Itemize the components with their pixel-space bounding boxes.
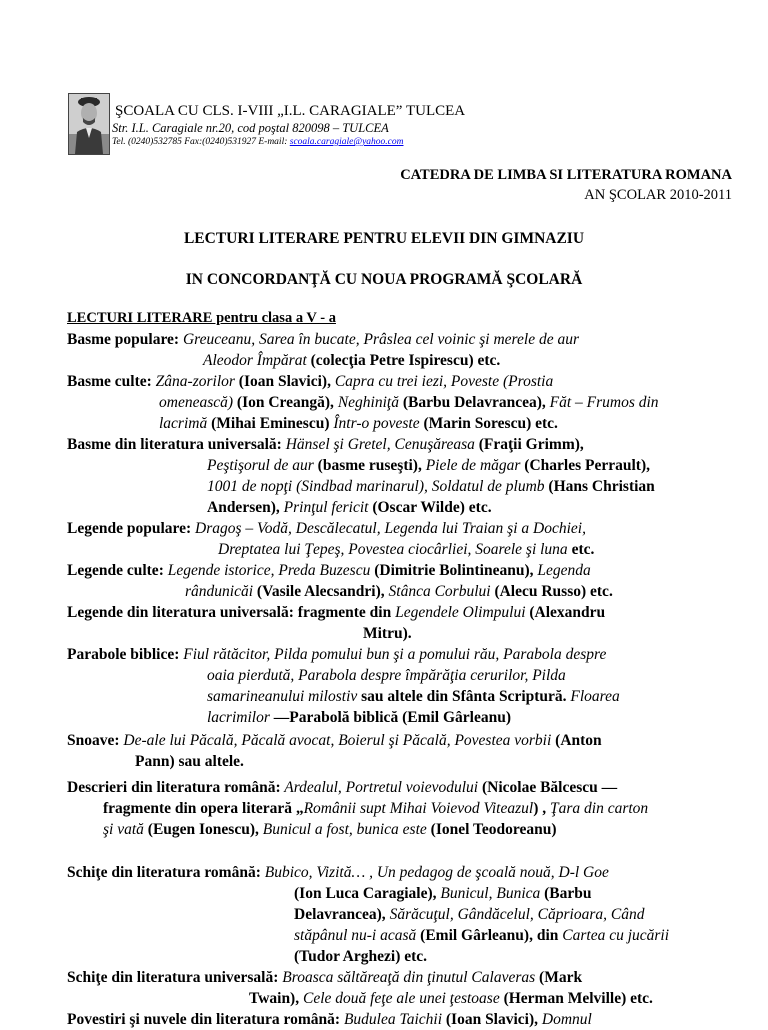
entry-label: Legende culte: (67, 562, 164, 579)
entry-label: Povestiri şi nuvele din literatura română: (67, 1011, 341, 1028)
entry-text: (Oscar Wilde) etc. (368, 499, 492, 516)
entry-text: De-ale lui Păcală, Păcală avocat, Boierul şi Păcală, Povestea vorbii (119, 732, 552, 749)
entry-text: Andersen), (207, 499, 284, 516)
entry-text: (Ion Creangă), (233, 394, 338, 411)
entry-text: Twain), (249, 990, 303, 1007)
entry-text: Dreptatea lui Ţepeş, Povestea ciocârliei, Soarele şi luna (218, 541, 568, 558)
section-heading: LECTURI LITERARE pentru clasa a V - a (67, 310, 336, 326)
entry-text: lacrimă (159, 415, 208, 432)
entry-text: Floarea (570, 688, 620, 705)
school-name: ŞCOALA CU CLS. I-VIII „I.L. CARAGIALE” TULCEA (115, 103, 466, 119)
entry-basme-populare (67, 329, 735, 371)
entry-text: (Eugen Ionescu), (143, 821, 263, 838)
entry-text: Legende istorice, Preda Buzescu (163, 562, 371, 579)
entry-text: lacrimilor (207, 709, 270, 726)
entry-label: Schiţe din literatura română: (67, 864, 261, 881)
entry-text: Ţara din carton (550, 800, 649, 817)
entry-text: Domnul (541, 1011, 592, 1028)
entry-text: Aleodor Împărat (203, 352, 307, 369)
entry-text: Sărăcuţul, Gândăcelul, Căprioara, Când (389, 906, 645, 923)
entry-text: (Ion Luca Caragiale), (294, 885, 441, 902)
entry-basme-universale (67, 434, 735, 518)
entry-text: (Charles Perrault), (520, 457, 650, 474)
entry-text: (Nicolae Bălcescu — (478, 779, 618, 796)
entry-text: Cele două feţe ale unei ţestoase (302, 990, 500, 1007)
entry-label: Legende populare: (67, 520, 192, 537)
entry-text: Cartea cu jucării (562, 927, 670, 944)
department-name: CATEDRA DE LIMBA SI LITERATURA ROMANA (400, 167, 732, 183)
entry-text: fragmente din (293, 604, 396, 621)
entry-text: etc. (567, 541, 595, 558)
entry-text: Delavrancea), (294, 906, 390, 923)
entry-text: Ardealul, Portretul voievodului (280, 779, 479, 796)
entry-text: Românii supt Mihai Voievod Viteazul (303, 800, 534, 817)
entry-text: Bunicul a fost, bunica este (262, 821, 427, 838)
school-patron-portrait (68, 93, 110, 155)
entry-text: omenească) (159, 394, 234, 411)
letterhead (68, 93, 708, 155)
entry-text: oaia pierdută, Parabola despre împărăţia cerurilor, Pilda (207, 667, 566, 684)
entry-text: (Mihai Eminescu) (207, 415, 334, 432)
entry-text: Budulea Taichii (340, 1011, 442, 1028)
entry-label: Snoave: (67, 732, 120, 749)
entry-text: (Dimitrie Bolintineanu), (370, 562, 538, 579)
entry-text: Mitru). (363, 625, 412, 642)
entry-text: Prinţul fericit (283, 499, 369, 516)
entry-text: Greuceanu, Sarea în bucate, Prâslea cel voinic şi merele de aur (179, 331, 579, 348)
entry-text: Pann) sau altele. (135, 753, 244, 770)
school-address: Str. I.L. Caragiale nr.20, cod poştal 820098 – TULCEA (112, 121, 389, 135)
entry-text: (Fraţii Grimm), (474, 436, 584, 453)
document-subtitle: IN CONCORDANŢĂ CU NOUA PROGRAMĂ ŞCOLARĂ (185, 271, 583, 288)
entry-text: (Hans Christian (544, 478, 655, 495)
entry-text: (Mark (535, 969, 583, 986)
document-title: LECTURI LITERARE PENTRU ELEVII DIN GIMNAZIU (183, 230, 585, 247)
entry-text: (basme ruseşti), (313, 457, 426, 474)
entry-text: Peştişorul de aur (207, 457, 314, 474)
entry-text: Fiul rătăcitor, Pilda pomului bun şi a pomului rău, Parabola despre (179, 646, 607, 663)
entry-legende-populare (67, 518, 735, 560)
portrait-image (69, 94, 109, 154)
entry-label: Legende din literatura universală: (67, 604, 294, 621)
entry-text: samarineanului milostiv (207, 688, 358, 705)
entry-text: Bubico, Vizită… , Un pedagog de şcoală nouă, D-l Goe (260, 864, 609, 881)
entry-text: sau altele din Sfânta Scriptură. (357, 688, 571, 705)
entry-text: (Barbu Delavrancea), (398, 394, 550, 411)
entry-label: Basme populare: (67, 331, 180, 348)
entry-text: (Ionel Teodoreanu) (426, 821, 557, 838)
entry-text: Făt – Frumos din (549, 394, 659, 411)
entry-text: Broasca săltăreaţă din ţinutul Calaveras (278, 969, 536, 986)
entry-text: (Ioan Slavici), (234, 373, 335, 390)
entry-parabole-biblice (67, 644, 735, 728)
entry-text: —Parabolă biblică (Emil Gârleanu) (269, 709, 511, 726)
entry-text: (Alexandru (525, 604, 606, 621)
entry-text: (Tudor Arghezi) etc. (294, 948, 428, 965)
entry-text: Într-o poveste (333, 415, 420, 432)
school-contact (112, 137, 404, 147)
entry-text: (Marin Sorescu) etc. (419, 415, 558, 432)
entry-schite-romana (67, 862, 735, 967)
entry-label: Descrieri din literatura română: (67, 779, 281, 796)
entry-text: (Barbu (540, 885, 592, 902)
school-year: AN ŞCOLAR 2010-2011 (584, 187, 732, 203)
entry-text: Piele de măgar (425, 457, 521, 474)
entry-label: Schiţe din literatura universală: (67, 969, 279, 986)
entry-legende-culte (67, 560, 735, 602)
email-link[interactable]: scoala.caragiale@yahoo.com (289, 137, 404, 147)
contact-phone-fax: Tel. (0240)532785 Fax:(0240)531927 E-mail: (112, 137, 290, 147)
entry-text: Neghiniţă (337, 394, 399, 411)
entry-text: (Anton (551, 732, 602, 749)
entry-text: stăpânul nu-i acasă (294, 927, 417, 944)
entry-text: 1001 de nopţi (Sindbad marinarul), Soldatul de plumb (207, 478, 545, 495)
reading-list (67, 308, 735, 1030)
entry-text: (Alecu Russo) etc. (490, 583, 613, 600)
entry-text: Bunicul, Bunica (440, 885, 541, 902)
entry-text: Dragoş – Vodă, Descălecatul, Legenda lui Traian şi a Dochiei, (191, 520, 586, 537)
entry-text: Capra cu trei iezi, Poveste (Prostia (334, 373, 554, 390)
entry-text: (Ioan Slavici), (442, 1011, 542, 1028)
entry-text: ) , (533, 800, 550, 817)
entry-text: (Herman Melville) etc. (499, 990, 653, 1007)
entry-label: Parabole biblice: (67, 646, 180, 663)
entry-text: Legendele Olimpului (395, 604, 526, 621)
entry-text: Legenda (537, 562, 591, 579)
entry-text: şi vată (103, 821, 144, 838)
spacer (67, 840, 735, 862)
entry-text: Stânca Corbului (388, 583, 491, 600)
entry-basme-culte (67, 371, 735, 434)
entry-snoave (67, 730, 735, 772)
entry-text: (Vasile Alecsandri), (253, 583, 389, 600)
entry-text: Zâna-zorilor (151, 373, 235, 390)
entry-povestiri-nuvele (67, 1009, 735, 1030)
entry-label: Basme din literatura universală: (67, 436, 282, 453)
entry-text: rândunicăi (185, 583, 254, 600)
entry-legende-universale (67, 602, 735, 644)
entry-text: (colecţia Petre Ispirescu) etc. (306, 352, 501, 369)
department-block (400, 165, 732, 205)
entry-text: Hänsel şi Gretel, Cenuşăreasa (281, 436, 475, 453)
entry-schite-universale (67, 967, 735, 1009)
entry-descrieri-romana (67, 777, 735, 840)
entry-text: fragmente din opera literară „ (103, 800, 304, 817)
entry-text: (Emil Gârleanu), din (416, 927, 563, 944)
entry-label: Basme culte: (67, 373, 152, 390)
